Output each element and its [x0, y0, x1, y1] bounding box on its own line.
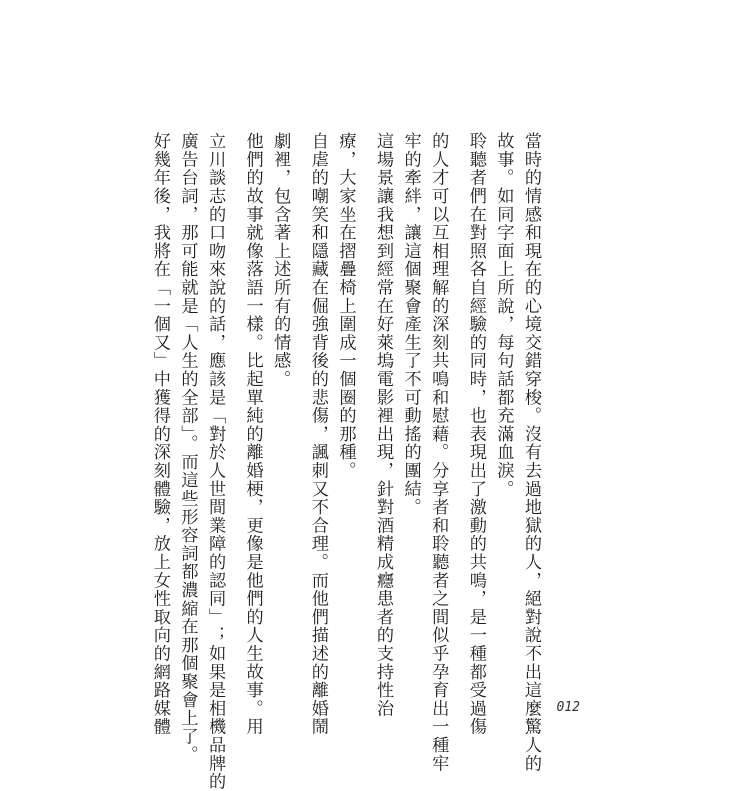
text-line: 劇裡，包含著上述所有的情感。 [270, 132, 291, 389]
text-line: 好幾年後，我將在「一個又」中獲得的深刻體驗，放上女性取向的網路媒體 [149, 132, 170, 736]
text-line: 他們的故事就像落語一樣。比起單純的離婚梗，更像是他們的人生故事。用 [242, 132, 263, 736]
text-line: 當時的情感和現在的心境交錯穿梭。沒有去過地獄的人，絕對說不出這麼驚人的 [521, 132, 541, 773]
text-line: 故事。如同字面上所說，每句話都充滿血淚。 [493, 132, 514, 498]
text-line: 立川談志的口吻來說的話，應該是「對於人世間業障的認同」；如果是相機品牌的 [205, 132, 226, 791]
text-line: 療，大家坐在摺疊椅上圍成一個圈的那種。 [335, 132, 356, 480]
text-line: 聆聽者們在對照各自經驗的同時，也表現出了激動的共鳴，是一種都受過傷 [465, 132, 486, 736]
page-number: 012 [556, 700, 580, 715]
body-text [135, 132, 544, 791]
text-line: 廣告台詞，那可能就是「人生的全部」。而這些形容詞都濃縮在那個聚會上了。 [177, 132, 198, 764]
text-line: 這場景讓我想到經常在好萊塢電影裡出現，針對酒精成癮患者的支持性治 [373, 132, 394, 718]
text-line: 牢的牽絆，讓這個聚會產生了不可動搖的團結。 [400, 132, 421, 517]
text-line: 的人才可以互相理解的深刻共鳴和慰藉。分享者和聆聽者之間似乎孕育出一種牢 [428, 132, 449, 773]
text-line: 自虐的嘲笑和隱藏在倔強背後的悲傷，諷刺又不合理。而他們描述的離婚鬧 [307, 132, 328, 736]
